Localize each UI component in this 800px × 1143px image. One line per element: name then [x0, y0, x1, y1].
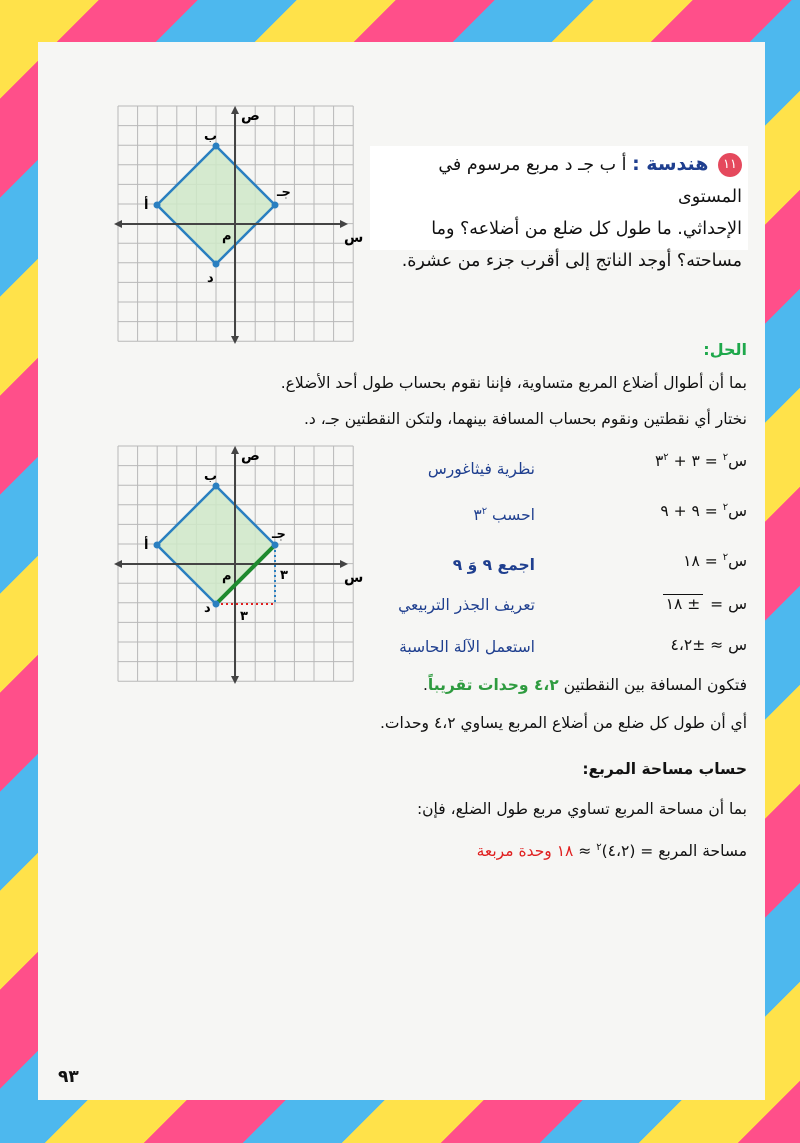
- step-3-eq: =: [704, 552, 718, 571]
- step-1-lhs-sq: ٢: [722, 452, 729, 463]
- step-3-reason: اجمع ٩ وَ ٩: [452, 556, 535, 574]
- step-1-rhs-sq: ٢: [663, 452, 669, 463]
- label-d-2: د: [204, 601, 211, 616]
- step-2-lhs: س: [728, 502, 747, 521]
- label-x: س: [344, 230, 364, 246]
- problem-box: [370, 146, 748, 271]
- y-axis-arrow-bottom: [231, 336, 239, 344]
- conclusion-line-1: [47, 676, 747, 694]
- page-number: ٩٣: [58, 1067, 79, 1087]
- step-3-lhs: س: [728, 552, 747, 571]
- label-m-2: م: [222, 569, 232, 584]
- step-4-eq: =: [710, 595, 724, 613]
- coordinate-graph-1: [112, 102, 370, 348]
- textbook-page: [38, 42, 765, 1100]
- y-axis-2-arrow-top: [231, 446, 239, 454]
- step-5-expression: [597, 636, 747, 666]
- solution-line-1: بما أن أطوال أضلاع المربع متساوية، فإننا نقوم بحساب طول أحد الأضلاع.: [280, 374, 747, 392]
- leg-label-horizontal: ٣: [240, 609, 248, 624]
- step-5-rhs: ±٤،٢: [670, 636, 706, 654]
- problem-line-3: مساحته؟ أوجد الناتج إلى أقرب جزء من عشرة.: [401, 251, 742, 271]
- step-4-rhs-radical: ± ١٨: [663, 594, 704, 613]
- label-b-2: ب: [204, 469, 218, 484]
- area-heading: حساب مساحة المربع:: [582, 760, 747, 778]
- area-formula-sq: ٢: [596, 842, 602, 853]
- label-c: جـ: [277, 185, 291, 200]
- step-2-rhs: ٩ + ٩: [660, 502, 700, 521]
- x-axis-arrow-right: [340, 220, 348, 228]
- area-formula: [47, 842, 747, 860]
- y-axis-arrow-top: [231, 106, 239, 114]
- point-c: [272, 202, 279, 209]
- problem-title: هندسة :: [632, 153, 709, 175]
- label-b: ب: [204, 129, 218, 144]
- step-1-eq: =: [704, 452, 718, 471]
- label-a-2: أ: [144, 538, 149, 553]
- point-a: [154, 202, 161, 209]
- point-d: [213, 261, 220, 268]
- point-d-2: [213, 601, 220, 608]
- point-c-2: [272, 542, 279, 549]
- square-abcd: [157, 146, 275, 264]
- step-2-reason: [335, 506, 535, 536]
- step-4-lhs: س: [728, 595, 747, 613]
- solution-line-2: نختار أي نقطتين ونقوم بحساب المسافة بينهما، ولتكن النقطتين جـ، د.: [303, 410, 747, 428]
- point-a-2: [154, 542, 161, 549]
- step-5-reason: استعمل الآلة الحاسبة: [399, 638, 535, 656]
- conclusion-line-2: أي أن طول كل ضلع من أضلاع المربع يساوي ٤،٢ وحدات.: [379, 714, 747, 732]
- step-5-approx: ≈: [710, 636, 724, 654]
- step-3-expression: [607, 552, 747, 582]
- step-3-lhs-sq: ٢: [722, 552, 729, 563]
- step-2-eq: =: [704, 502, 718, 521]
- area-formula-result: ١٨ وحدة مربعة: [476, 842, 574, 861]
- label-x-2: س: [344, 570, 364, 586]
- step-2-lhs-sq: ٢: [722, 502, 729, 513]
- conclusion-highlight: ٤،٢ وحدات تقريباً: [427, 676, 559, 694]
- step-4-reason: تعريف الجذر التربيعي: [398, 596, 535, 614]
- step-3-rhs: ١٨: [683, 552, 700, 571]
- area-formula-pre: مساحة المربع = (٤،٢): [601, 842, 747, 861]
- conclusion-pre: فتكون المسافة بين النقطتين: [563, 676, 747, 694]
- square-abcd-2: [157, 486, 275, 604]
- step-1-expression: [607, 452, 747, 482]
- area-line-1: بما أن مساحة المربع تساوي مربع طول الضلع، فإن:: [416, 800, 747, 818]
- step-2-reason-text: احسب ٣: [473, 506, 535, 525]
- step-5-lhs: س: [728, 636, 747, 654]
- label-y-2: ص: [241, 448, 260, 464]
- solution-label: الحل:: [703, 340, 747, 359]
- step-1-lhs: س: [728, 452, 747, 471]
- leg-label-vertical: ٣: [280, 568, 288, 583]
- conclusion-post: .: [422, 676, 428, 694]
- label-y: ص: [241, 108, 260, 124]
- label-c-2: جـ: [272, 527, 286, 542]
- problem-line-2: الإحداثي. ما طول كل ضلع من أضلاعه؟ وما: [431, 219, 742, 239]
- step-4-expression: [597, 594, 747, 624]
- problem-number-badge: ١١: [718, 153, 742, 177]
- label-m: م: [222, 229, 232, 244]
- area-formula-approx: ≈: [578, 842, 592, 861]
- problem-line-1: أ ب جـ د مربع مرسوم في المستوى: [438, 155, 742, 207]
- label-a: أ: [144, 198, 149, 213]
- step-1-rhs: ٣ + ٣: [654, 452, 700, 471]
- step-1-reason: نظرية فيثاغورس: [427, 460, 535, 478]
- label-d: د: [207, 271, 214, 286]
- step-2-reason-sq: ٢: [481, 506, 488, 517]
- step-2-expression: [607, 502, 747, 532]
